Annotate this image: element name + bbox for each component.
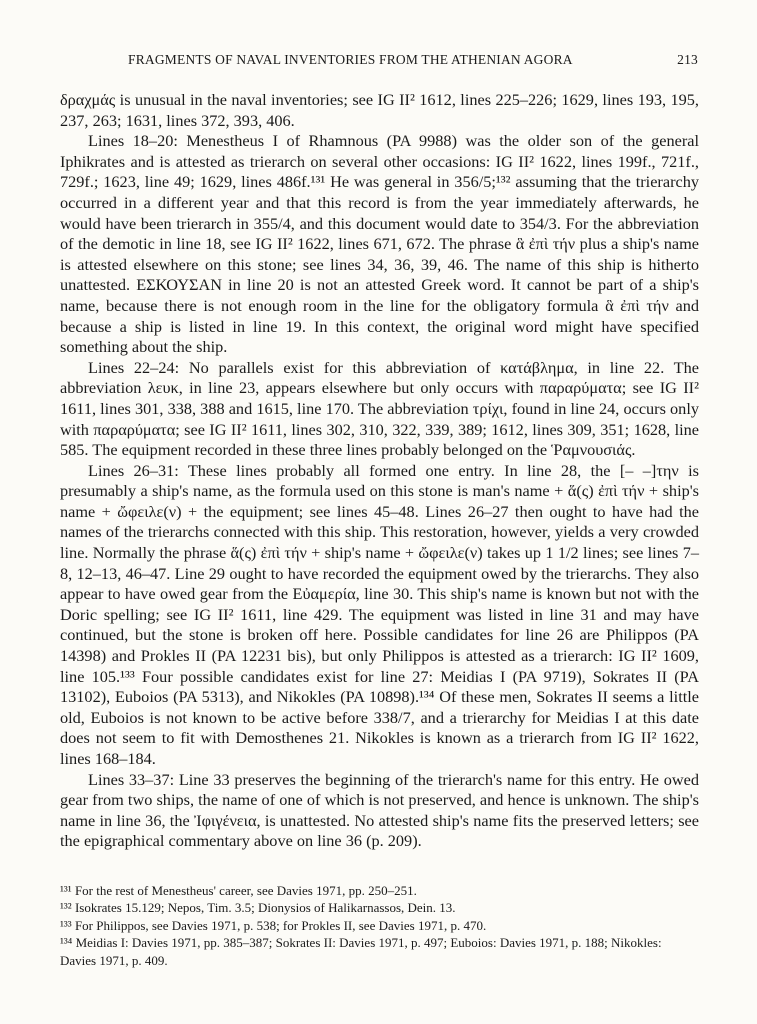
paragraph-lines-26-31: Lines 26–31: These lines probably all formed one entry. In line 28, the [– –]την is presumably a ship's name, as the formula used on this stone is man's name + ἅ(ς) ἐπὶ τήν + ship's name + ὤφειλε(ν) + the equipment; see lines 45–48. Lines 26–27 then ought to have had the names of the trierarchs connected with this ship. This restoration, however, yields a very crowded line. Normally the phrase ἅ(ς) ἐπὶ τήν + ship's name + ὤφειλε(ν) takes up 1 1/2 lines; see lines 7–8, 12–13, 46–47. Line 29 ought to have recorded the equipment owed by the trierarchs. They also appear to have owed gear from the Εὐαμερία, line 30. This ship's name is known but not with the Doric spelling; see IG II² 1611, line 429. The equipment was listed in line 31 and may have continued, but the stone is broken off here. Possible candidates for line 26 are Philippos (PA 14398) and Prokles II (PA 12231 bis), but only Philippos is attested as a trierarch: IG II² 1609, line 105.¹³³ Four possible candidates exist for line 27: Meidias I (PA 9719), Sokrates II (PA 13102), Euboios (PA 5313), and Nikokles (PA 10898).¹³⁴ Of these men, Sokrates II seems a little old, Euboios is not known to be active before 338/7, and a trierarchy for Meidias I at this date does not seem to fit with Demosthenes 21. Nikokles is known as a trierarch from IG II² 1622, lines 168–184. [60,460,699,768]
footnote-134: ¹³⁴ Meidias I: Davies 1971, pp. 385–387; Sokrates II: Davies 1971, p. 497; Euboios: Davies 1971, p. 188; Nikokles: Davies 1971, p. 409. [60,935,662,968]
page-number: 213 [677,52,698,67]
footnote-131: ¹³¹ For the rest of Menestheus' career, see Davies 1971, pp. 250–251. [60,883,417,898]
footnote-132: ¹³² Isokrates 15.129; Nepos, Tim. 3.5; Dionysios of Halikarnassos, Dein. 13. [60,900,456,916]
footnotes [60,882,699,969]
paragraph-lines-22-24: Lines 22–24: No parallels exist for this abbreviation of κατάβλημα, in line 22. The abbreviation λευκ, in line 23, appears elsewhere but only occurs with παραρύματα; see IG II² 1611, lines 301, 338, 388 and 1615, line 170. The abbreviation τρίχι, found in line 24, occurs only with παραρύματα; see IG II² 1611, lines 302, 310, 322, 339, 389; 1612, lines 309, 351; 1628, line 585. The equipment recorded in these three lines probably belonged on the Ῥαμνουσιάς. [60,357,699,460]
paragraph-continuation: δραχμάς is unusual in the naval inventories; see IG II² 1612, lines 225–226; 1629, lines 193, 195, 237, 263; 1631, lines 372, 393, 406. [60,90,699,130]
footnote-133: ¹³³ For Philippos, see Davies 1971, p. 538; for Prokles II, see Davies 1971, p. 470. [60,917,487,933]
running-title: FRAGMENTS OF NAVAL INVENTORIES FROM THE ATHENIAN AGORA [128,52,573,67]
paragraph-lines-33-37: Lines 33–37: Line 33 preserves the beginning of the trierarch's name for this entry. He owed gear from two ships, the name of one of which is not preserved, and hence is unknown. The ship's name in line 36, the Ἰφιγένεια, is unattested. No attested ship's name fits the preserved letters; see the epigraphical commentary above on line 36 (p. 209). [60,769,699,851]
main-text [60,90,699,852]
paragraph-lines-18-20: Lines 18–20: Menestheus I of Rhamnous (PA 9988) was the older son of the general Iphikrates and is attested as trierarch on several other occasions: IG II² 1622, lines 199f., 721f., 729f.; 1623, line 49; 1629, lines 486f.¹³¹ He was general in 356/5;¹³² assuming that the trierarchy occurred in a different year and that this record is from the year immediately afterwards, he would have been trierarch in 355/4, and this document would date to 354/3. For the abbreviation of the demotic in line 18, see IG II² 1622, lines 671, 672. The phrase ἃ ἐπὶ τήν plus a ship's name is attested elsewhere on this stone; see lines 34, 36, 39, 46. The name of this ship is hitherto unattested. ΕΣΚΟΥΣΑΝ in line 20 is not an attested Greek word. It cannot be part of a ship's name, because there is not enough room in the line for the obligatory formula ἃ ἐπὶ τήν and because a ship is listed in line 19. In this context, the original word might have specified something about the ship. [60,131,699,357]
